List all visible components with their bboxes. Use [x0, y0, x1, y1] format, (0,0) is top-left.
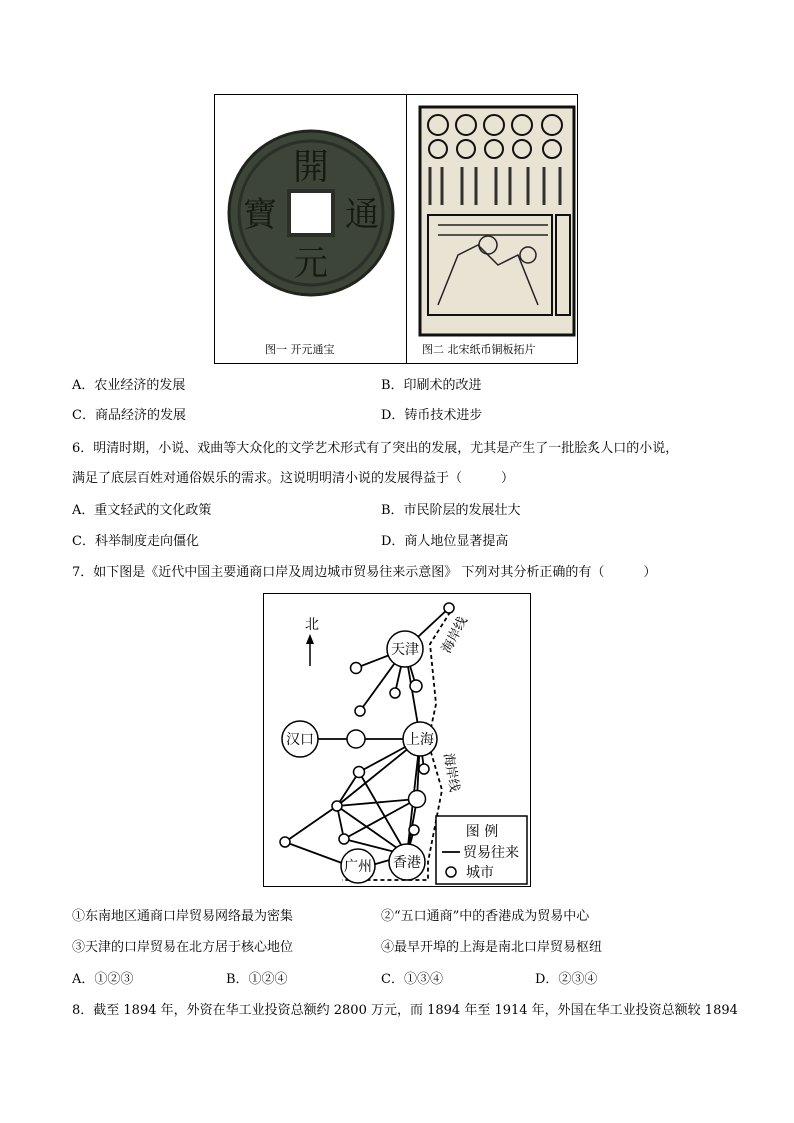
q7-stem: 7．如下图是《近代中国主要通商口岸及周边城市贸易往来示意图》 下列对其分析正确的有（ ） [72, 565, 657, 580]
q6-stem-line1: 6．明清时期，小说、戏曲等大众化的文学艺术形式有了突出的发展，尤其是产生了一批脍炙人口的小说， [72, 441, 679, 456]
q6-stem-line2: 满足了底层百姓对通俗娱乐的需求。这说明明清小说的发展得益于（ ） [72, 471, 515, 486]
figure-divider [406, 95, 407, 363]
city-label-tianjin: 天津 [391, 642, 419, 658]
q5-option-c: C．商品经济的发展 [72, 408, 186, 423]
q7-option-a: A．①②③ [72, 972, 134, 987]
north-label: 北 [305, 617, 319, 633]
caption-banknote-rubbing: 图二 北宋纸币铜板拓片 [422, 343, 536, 356]
q6-option-d: D．商人地位显著提高 [381, 534, 509, 549]
q7-statement-2: ②“五口通商”中的香港成为贸易中心 [381, 909, 590, 924]
q6-option-b: B．市民阶层的发展壮大 [381, 503, 521, 518]
figure-coin-and-banknote [214, 94, 578, 364]
q7-option-d: D．②③④ [535, 972, 598, 987]
city-label-guangzhou: 广州 [344, 859, 372, 875]
coin-char-right: 通 [345, 195, 379, 235]
q5-option-a: A．农业经济的发展 [72, 378, 186, 393]
q5-option-b: B．印刷术的改进 [381, 378, 482, 393]
coastline-label-top: 海岸线 [439, 614, 471, 656]
q7-statement-1: ①东南地区通商口岸贸易网络最为密集 [72, 909, 294, 924]
city-label-hongkong: 香港 [393, 855, 421, 871]
q7-option-b: B．①②④ [226, 972, 288, 987]
q7-statement-4: ④最早开埠的上海是南北口岸贸易枢纽 [381, 940, 603, 955]
city-label-shanghai: 上海 [406, 732, 434, 748]
legend-title: 图 例 [465, 824, 499, 840]
q8-stem: 8．截至 1894 年，外资在华工业投资总额约 2800 万元，而 1894 年至 1914 年，外国在华工业投资总额较 1894 [72, 1003, 738, 1018]
q7-statement-3: ③天津的口岸贸易在北方居于核心地位 [72, 940, 294, 955]
kaiyuan-coin-image [225, 125, 397, 301]
legend-city-label: 城市 [466, 865, 494, 881]
coin-char-top: 開 [292, 147, 330, 188]
q7-option-c: C．①③④ [381, 972, 443, 987]
q6-option-a: A．重文轻武的文化政策 [72, 503, 212, 518]
legend-trade-line-label: 贸易往来 [463, 845, 519, 861]
coastline-label-mid: 海岸线 [440, 752, 462, 794]
banknote-rubbing-image [418, 105, 576, 337]
city-label-hankou: 汉口 [286, 732, 314, 748]
q6-option-c: C．科举制度走向僵化 [72, 534, 199, 549]
coin-char-bottom: 元 [294, 244, 328, 284]
trade-map-diagram [264, 594, 529, 885]
caption-kaiyuan-coin: 图一 开元通宝 [265, 343, 335, 356]
q5-option-d: D．铸币技术进步 [381, 408, 483, 423]
coin-char-left: 寶 [243, 195, 277, 235]
trade-map-figure [263, 593, 531, 887]
